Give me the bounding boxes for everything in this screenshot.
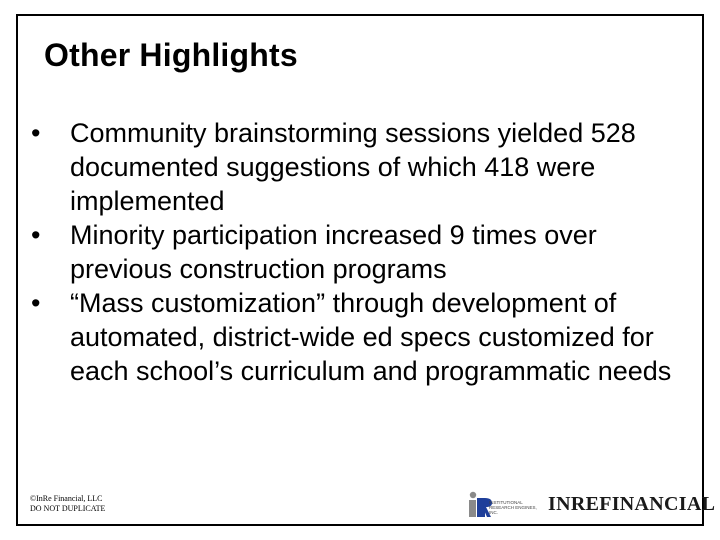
brand-name: INREFINANCIAL xyxy=(548,493,716,515)
logo-subtext: INSTITUTIONAL RESEARCH ENGINES, INC. xyxy=(489,500,537,515)
slide-title: Other Highlights xyxy=(44,37,298,73)
bullet-dot-icon: • xyxy=(31,220,41,250)
do-not-duplicate-line: DO NOT DUPLICATE xyxy=(30,504,106,513)
bullet-item xyxy=(26,116,686,218)
logo-bar-gray xyxy=(469,500,476,517)
logo-dot xyxy=(470,492,476,498)
bullet-text: “Mass customization” through development of automated, district-wide ed specs customized for each school’s curriculum and programmatic needs xyxy=(70,288,672,386)
bullet-item xyxy=(26,286,686,388)
bullet-text: Minority participation increased 9 times over previous construction programs xyxy=(70,220,597,284)
bullet-dot-icon: • xyxy=(31,118,41,148)
bullet-text: Community brainstorming sessions yielded 528 documented suggestions of which 418 were implemented xyxy=(70,118,636,216)
bullet-item xyxy=(26,218,686,286)
copyright-line: ©InRe Financial, LLC xyxy=(30,494,103,503)
bullet-list xyxy=(26,116,686,388)
copyright-notice xyxy=(30,494,105,514)
bullet-dot-icon: • xyxy=(31,288,41,318)
